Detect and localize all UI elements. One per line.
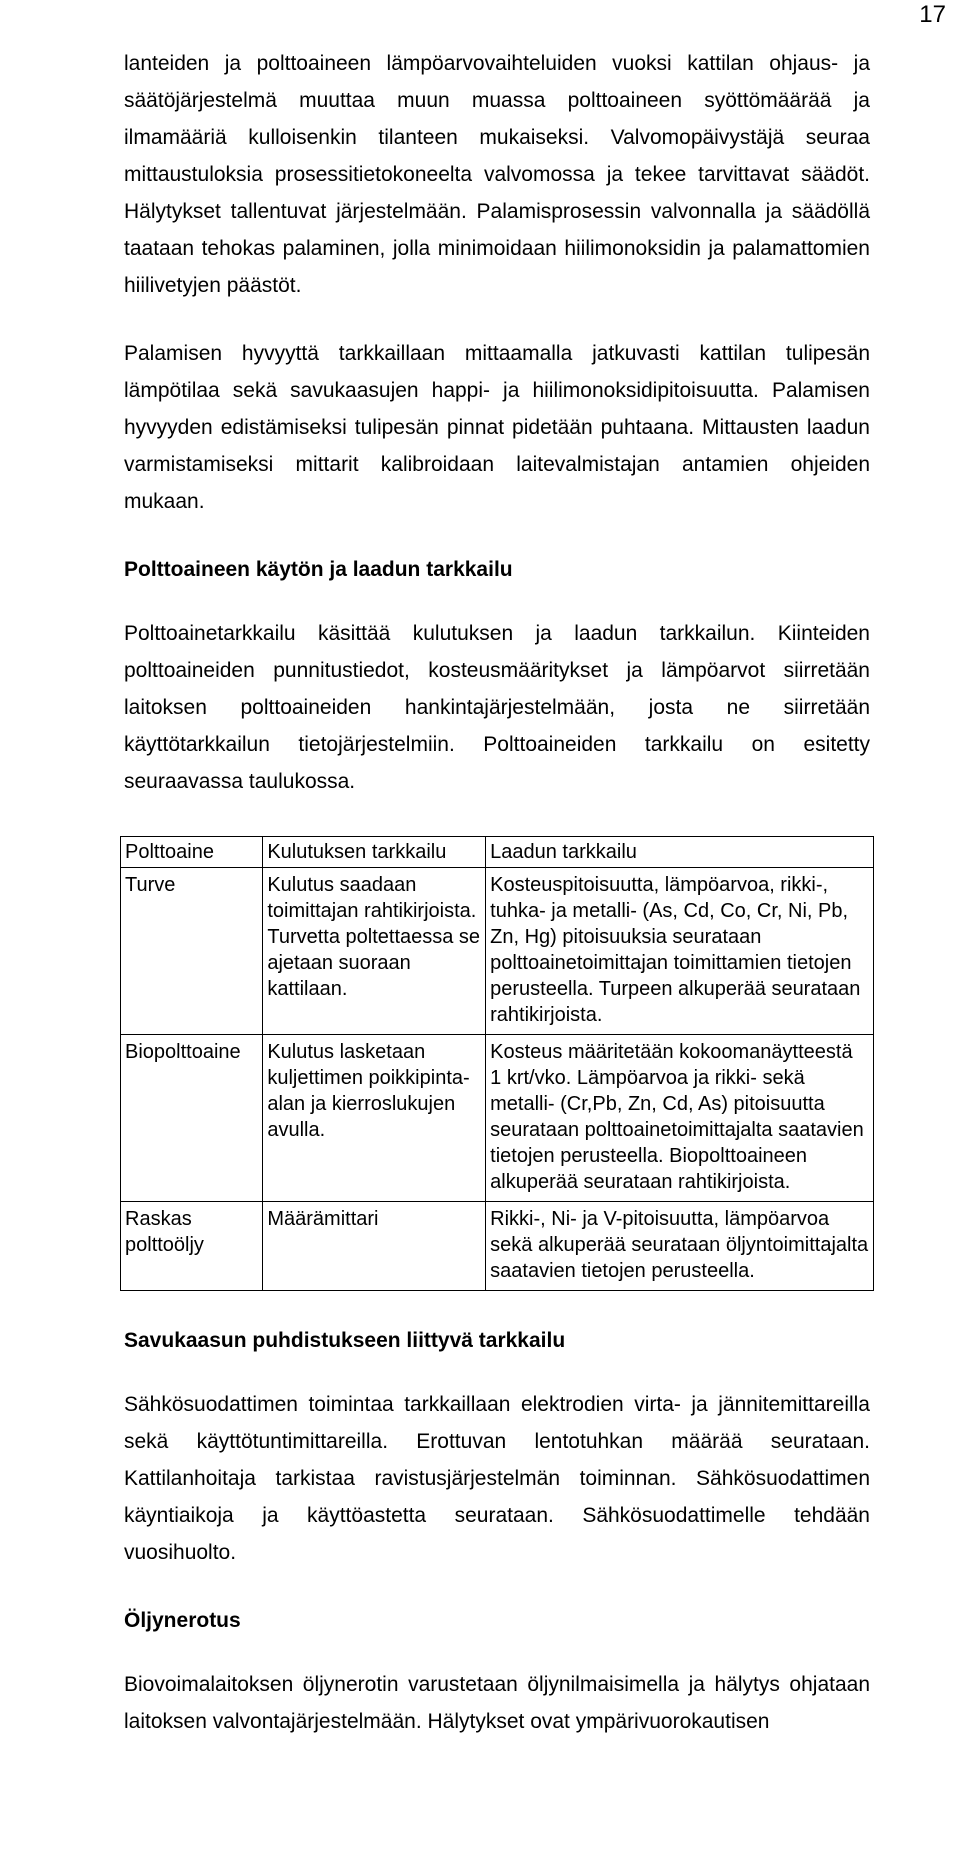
- heading-fuel-monitoring: Polttoaineen käytön ja laadun tarkkailu: [124, 558, 513, 581]
- fuel-monitoring-table: [120, 836, 874, 1291]
- table-cell-consumption: Kulutus saadaan toimittajan rahtikirjoista. Turvetta poltettaessa se ajetaan suoraan kattilaan.: [263, 868, 486, 1035]
- table-row: [121, 868, 874, 1035]
- table-header-fuel: Polttoaine: [121, 837, 263, 868]
- paragraph-combustion-control: lanteiden ja polttoaineen lämpöarvovaihteluiden vuoksi kattilan ohjaus- ja säätöjärjestelmä muuttaa muun muassa polttoaineen syöttömäärää ja ilmamääriä kulloisenkin tilanteen mukaiseksi. Valvomopäivystäjä seuraa mittaustuloksia prosessitietokoneelta valvomossa ja tekee tarvittavat säädöt. Hälytykset tallentuvat järjestelmään. Palamisprosessin valvonnalla ja säädöllä taataan tehokas palaminen, jolla minimoidaan hiilimonoksidin ja palamattomien hiilivetyjen päästöt.: [124, 52, 870, 297]
- table-row: [121, 1202, 874, 1291]
- heading-flue-gas-cleaning: Savukaasun puhdistukseen liittyvä tarkkailu: [124, 1329, 566, 1352]
- paragraph-fuel-monitoring: Polttoainetarkkailu käsittää kulutuksen ja laadun tarkkailun. Kiinteiden polttoaineiden punnitustiedot, kosteusmääritykset ja lämpöarvot siirretään laitoksen polttoaineiden hankintajärjestelmään, josta ne siirretään käyttötarkkailun tietojärjestelmiin. Polttoaineiden tarkkailu on esitetty seuraavassa taulukossa.: [124, 622, 870, 793]
- paragraph-flue-gas-cleaning: Sähkösuodattimen toimintaa tarkkaillaan elektrodien virta- ja jännitemittareilla sekä käyttötuntimittareilla. Erottuvan lentotuhkan määrää seurataan. Kattilanhoitaja tarkistaa ravistusjärjestelmän toiminnan. Sähkösuodattimen käyntiaikoja ja käyttöastetta seurataan. Sähkösuodattimelle tehdään vuosihuolto.: [124, 1393, 870, 1564]
- page-number: 17: [919, 1, 946, 28]
- table-cell-fuel: Turve: [121, 868, 263, 1035]
- table-header-row: [121, 837, 874, 868]
- document-body: [124, 45, 870, 1740]
- table-header-quality: Laadun tarkkailu: [486, 837, 874, 868]
- table-row: [121, 1035, 874, 1202]
- table-cell-quality: Rikki-, Ni- ja V-pitoisuutta, lämpöarvoa sekä alkuperää seurataan öljyntoimittajalta saatavien tietojen perusteella.: [486, 1202, 874, 1291]
- paragraph-oil-separation: Biovoimalaitoksen öljynerotin varustetaan öljynilmaisimella ja hälytys ohjataan laitoksen valvontajärjestelmään. Hälytykset ovat ympärivuorokautisen: [124, 1673, 870, 1733]
- heading-oil-separation: Öljynerotus: [124, 1609, 241, 1632]
- table-cell-fuel: Raskas polttoöljy: [121, 1202, 263, 1291]
- table-cell-consumption: Kulutus lasketaan kuljettimen poikkipinta-alan ja kierroslukujen avulla.: [263, 1035, 486, 1202]
- table-cell-quality: Kosteuspitoisuutta, lämpöarvoa, rikki-, tuhka- ja metalli- (As, Cd, Co, Cr, Ni, Pb, Zn, Hg) pitoisuuksia seurataan polttoainetoimittajan toimittamien tietojen perusteella. Turpeen alkuperää seurataan rahtikirjoista.: [486, 868, 874, 1035]
- table-cell-fuel: Biopolttoaine: [121, 1035, 263, 1202]
- table-header-consumption: Kulutuksen tarkkailu: [263, 837, 486, 868]
- table-cell-quality: Kosteus määritetään kokoomanäytteestä 1 krt/vko. Lämpöarvoa ja rikki- sekä metalli- (Cr,Pb, Zn, Cd, As) pitoisuutta seurataan polttoainetoimittajalta saatavien tietojen perusteella. Biopolttoaineen alkuperää seurataan rahtikirjoista.: [486, 1035, 874, 1202]
- paragraph-combustion-quality: Palamisen hyvyyttä tarkkaillaan mittaamalla jatkuvasti kattilan tulipesän lämpötilaa sekä savukaasujen happi- ja hiilimonoksidipitoisuutta. Palamisen hyvyyden edistämiseksi tulipesän pinnat pidetään puhtaana. Mittausten laadun varmistamiseksi mittarit kalibroidaan laitevalmistajan antamien ohjeiden mukaan.: [124, 342, 870, 513]
- table-cell-consumption: Määrämittari: [263, 1202, 486, 1291]
